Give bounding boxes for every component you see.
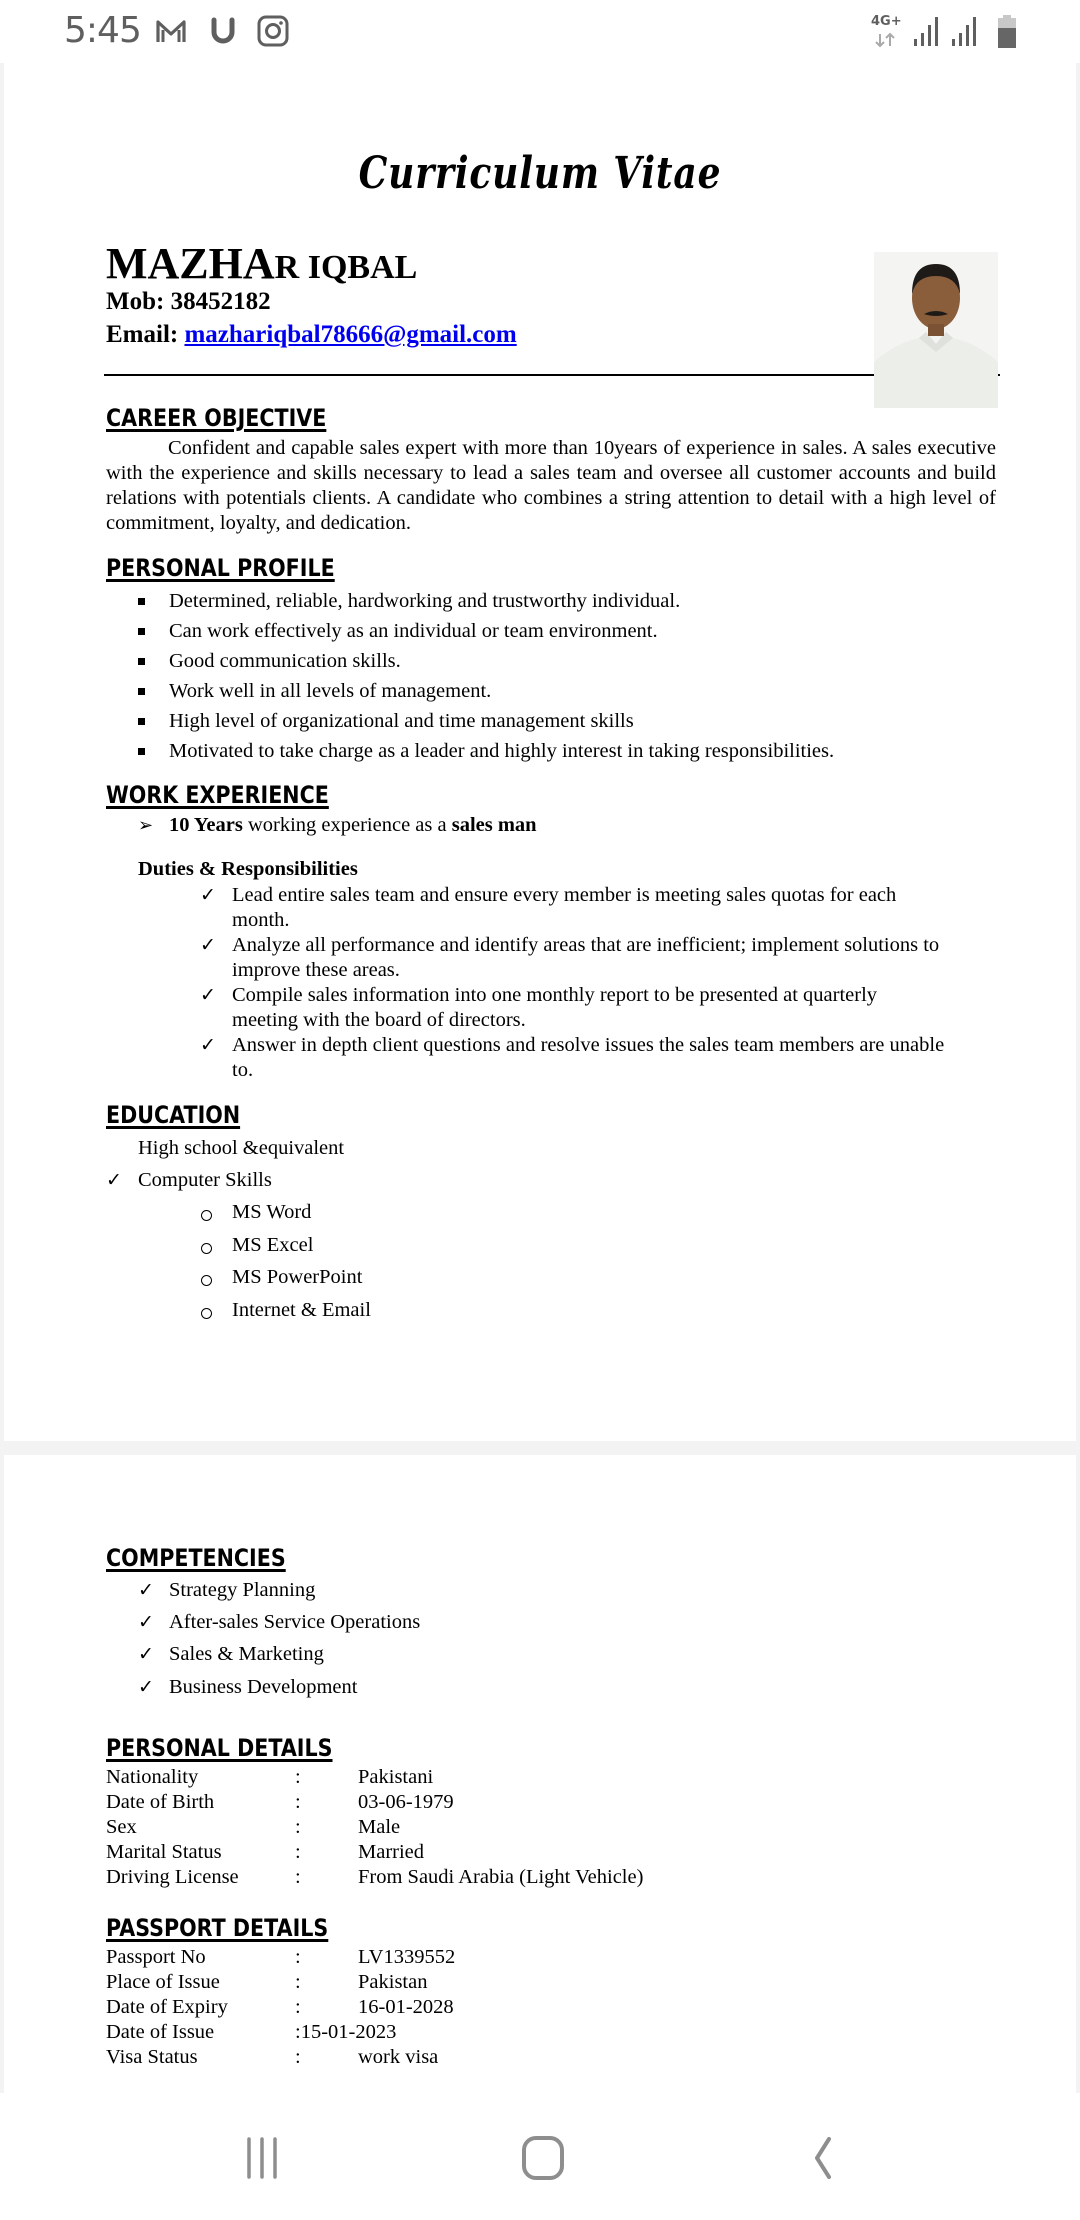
duty-line-continued: to. [232,1059,254,1081]
detail-separator: : [295,2046,301,2068]
detail-value: Pakistan [358,1971,428,1993]
detail-label: Visa Status [106,2046,198,2068]
square-bullet-icon [138,598,145,605]
detail-label: Date of Expiry [106,1996,228,2018]
detail-separator: : [295,1841,301,1863]
duties-heading: Duties & Responsibilities [138,858,358,880]
battery-icon [996,14,1018,50]
profile-item: Motivated to take charge as a leader and highly interest in taking responsibilities. [169,740,835,762]
document-title: Curriculum Vitae [358,148,722,199]
computer-skill-item: MS Excel [232,1234,314,1256]
profile-item: Determined, reliable, hardworking and trustworthy individual. [169,590,681,612]
check-icon: ✓ [138,1677,154,1698]
detail-separator: :15-01-2023 [295,2021,397,2043]
career-objective-text: Confident and capable sales expert with more than 10years of experience in sales. A sales executive with the experience and skills necessary to lead a sales team and oversee all customer accounts and build relations with potentials clients. A candidate who combines a string attention to detail with a high level of commitment, loyalty, and dedication. [106,437,996,534]
circle-bullet-icon [201,1275,212,1286]
detail-separator: : [295,1766,301,1788]
signal-icon [950,15,980,47]
back-button[interactable] [795,2133,855,2183]
competency-item: Business Development [169,1676,358,1698]
mob-label: Mob: [106,288,165,315]
check-icon: ✓ [138,1644,154,1665]
square-bullet-icon [138,658,145,665]
status-time: 5:45 [64,10,141,51]
name-large: MAZHA [106,239,275,288]
detail-value: 16-01-2028 [358,1996,454,2018]
back-icon [795,2133,855,2183]
detail-label: Nationality [106,1766,199,1788]
personal-details-heading: PERSONAL DETAILS [106,1734,333,1762]
work-experience-heading: WORK EXPERIENCE [106,781,329,809]
gmail-icon [154,14,188,48]
home-icon [513,2133,573,2183]
candidate-name [106,238,417,289]
detail-separator: : [295,1816,301,1838]
detail-separator: : [295,1866,301,1888]
detail-label: Date of Issue [106,2021,215,2043]
detail-separator: : [295,1791,301,1813]
header-divider [104,374,1000,376]
computer-skill-item: MS Word [232,1201,312,1223]
network-type: 4G+ [871,14,902,29]
competencies-heading: COMPETENCIES [106,1544,286,1572]
competency-item: Strategy Planning [169,1579,316,1601]
check-icon: ✓ [200,1035,216,1056]
competency-item: Sales & Marketing [169,1643,324,1665]
detail-value: LV1339552 [358,1946,456,1968]
personal-profile-heading: PERSONAL PROFILE [106,554,335,582]
detail-value: Married [358,1841,425,1863]
detail-label: Driving License [106,1866,239,1888]
detail-value: 03-06-1979 [358,1791,454,1813]
computer-skill-item: MS PowerPoint [232,1266,363,1288]
detail-label: Sex [106,1816,137,1838]
work-role: sales man [451,814,537,836]
recent-apps-icon [232,2133,292,2183]
square-bullet-icon [138,688,145,695]
email-link[interactable]: mazhariqbal78666@gmail.com [184,321,517,348]
duty-line-continued: improve these areas. [232,959,400,981]
detail-value: Male [358,1816,401,1838]
check-icon: ✓ [138,1612,154,1633]
duty-line: Compile sales information into one monthly report to be presented at quarterly [232,984,878,1006]
name-small: R IQBAL [274,249,418,286]
duty-line-continued: meeting with the board of directors. [232,1009,526,1031]
education-school: High school &equivalent [138,1137,345,1159]
square-bullet-icon [138,748,145,755]
detail-label: Passport No [106,1946,206,1968]
detail-separator: : [295,1946,301,1968]
work-summary-text: working experience as a [242,814,452,836]
data-arrows-icon [874,32,898,48]
detail-separator: : [295,1996,301,2018]
mob-value: 38452182 [170,288,271,315]
computer-skills-label: Computer Skills [138,1169,272,1191]
passport-details-heading: PASSPORT DETAILS [106,1914,329,1942]
status-bar [0,0,1080,63]
check-icon: ✓ [200,985,216,1006]
check-icon: ✓ [106,1170,122,1191]
competency-item: After-sales Service Operations [169,1611,421,1633]
square-bullet-icon [138,718,145,725]
detail-value: work visa [358,2046,439,2068]
education-heading: EDUCATION [106,1101,241,1129]
check-icon: ✓ [200,935,216,956]
profile-item: Work well in all levels of management. [169,680,492,702]
detail-label: Date of Birth [106,1791,215,1813]
detail-label: Marital Status [106,1841,222,1863]
home-button[interactable] [513,2133,573,2183]
detail-label: Place of Issue [106,1971,220,1993]
duty-line-continued: month. [232,909,290,931]
check-icon: ✓ [138,1580,154,1601]
work-years: 10 Years [169,814,243,836]
duty-line: Analyze all performance and identify areas that are inefficient; implement solutions to [232,934,940,956]
navigation-bar [0,2093,1080,2220]
profile-item: Good communication skills. [169,650,401,672]
email-label: Email: [106,321,179,348]
circle-bullet-icon [201,1308,212,1319]
square-bullet-icon [138,628,145,635]
computer-skill-item: Internet & Email [232,1299,371,1321]
profile-item: High level of organizational and time management skills [169,710,634,732]
u-app-icon [206,14,240,48]
duty-line: Answer in depth client questions and resolve issues the sales team members are unable [232,1034,945,1056]
arrow-bullet-icon: ➢ [138,815,154,835]
recent-apps-button[interactable] [232,2133,292,2183]
work-summary [169,814,537,837]
career-objective-heading: CAREER OBJECTIVE [106,404,327,432]
check-icon: ✓ [200,885,216,906]
circle-bullet-icon [201,1210,212,1221]
profile-photo [874,252,998,408]
duty-line: Lead entire sales team and ensure every member is meeting sales quotas for each [232,884,897,906]
detail-separator: : [295,1971,301,1993]
signal-icon [912,15,942,47]
mobile-line [106,288,271,316]
detail-value: From Saudi Arabia (Light Vehicle) [358,1866,644,1888]
profile-item: Can work effectively as an individual or team environment. [169,620,658,642]
email-line [106,321,517,349]
instagram-icon [256,14,290,48]
circle-bullet-icon [201,1243,212,1254]
detail-value: Pakistani [358,1766,434,1788]
